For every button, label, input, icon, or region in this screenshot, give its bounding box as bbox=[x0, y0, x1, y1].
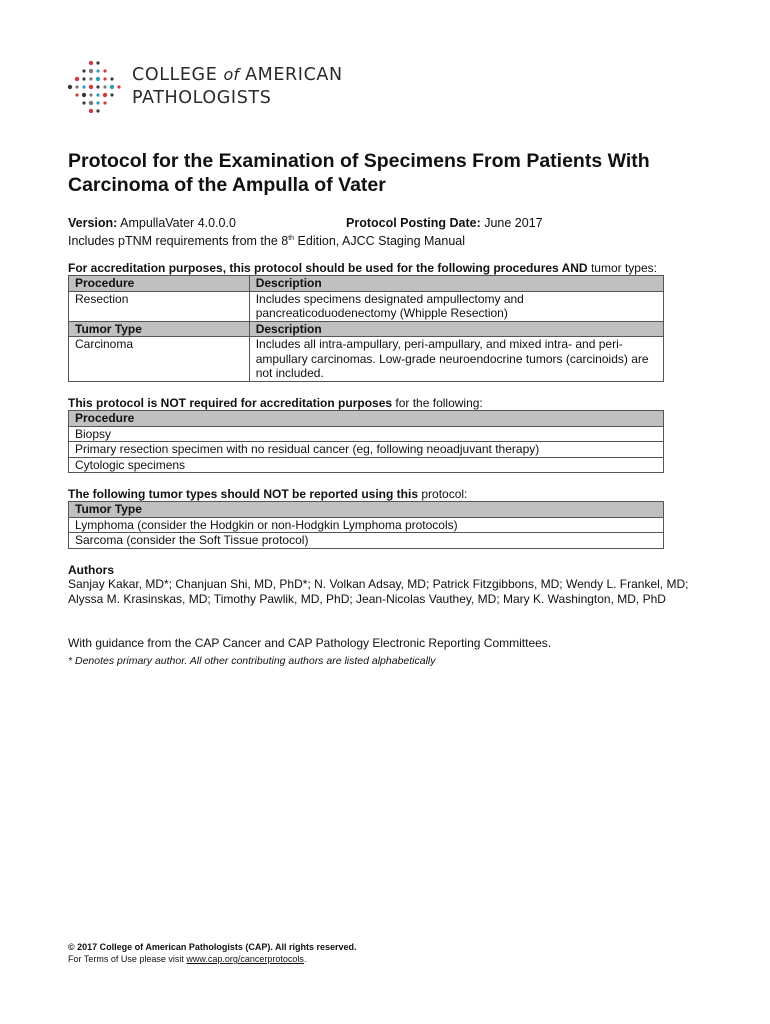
logo-dot bbox=[82, 77, 85, 80]
tumor-type-name: Carcinoma bbox=[69, 337, 250, 382]
tumor-type-header: Tumor Type bbox=[69, 502, 664, 518]
logo-dot bbox=[110, 93, 113, 96]
posting-date-label: Protocol Posting Date: bbox=[346, 216, 481, 230]
includes-prefix: Includes pTNM requirements from the 8 bbox=[68, 234, 289, 249]
procedure-description: Includes specimens designated ampullectomy and pancreaticoduodenectomy (Whipple Resection) bbox=[249, 291, 663, 321]
terms-prefix: For Terms of Use please visit bbox=[68, 954, 187, 964]
footer bbox=[68, 941, 357, 965]
logo-dot bbox=[96, 101, 99, 104]
table-row bbox=[69, 426, 664, 442]
logo-dot bbox=[89, 69, 93, 73]
not-required-heading-rest: for the following: bbox=[392, 396, 483, 410]
logo-dot bbox=[103, 85, 106, 88]
version-value: AmpullaVater 4.0.0.0 bbox=[117, 216, 236, 230]
authors-heading: Authors bbox=[68, 563, 114, 577]
protocol-meta bbox=[68, 216, 543, 249]
guidance-text: With guidance from the CAP Cancer and CAP Pathology Electronic Reporting Committees. bbox=[68, 636, 552, 650]
procedure-name: Resection bbox=[69, 291, 250, 321]
accreditation-table bbox=[68, 275, 664, 382]
logo-dot bbox=[89, 61, 93, 65]
primary-author-note: * Denotes primary author. All other contributing authors are listed alphabetically bbox=[68, 655, 436, 667]
posting-date-info bbox=[346, 216, 543, 231]
authors-list: Sanjay Kakar, MD*; Chanjuan Shi, MD, PhD*; N. Volkan Adsay, MD; Patrick Fitzgibbons, MD; Wendy L. Frankel, MD; Alyssa M. Krasinskas, MD; Timothy Pawlik, MD, PhD; Jean-Nicolas Vauthey, MD; Mary K. Washington, MD, PhD bbox=[68, 577, 689, 606]
logo-dot bbox=[96, 85, 99, 88]
procedure-header: Procedure bbox=[69, 276, 250, 292]
tumor-type-header: Tumor Type bbox=[69, 321, 250, 337]
logo-dot bbox=[82, 69, 85, 72]
not-reported-table bbox=[68, 501, 664, 549]
table-row bbox=[69, 457, 664, 473]
copyright-text: © 2017 College of American Pathologists (CAP). All rights reserved. bbox=[68, 942, 357, 952]
tumor-type-cell: Sarcoma (consider the Soft Tissue protocol) bbox=[69, 533, 664, 549]
logo-dot bbox=[110, 85, 114, 89]
logo-line1-prefix: COLLEGE bbox=[132, 65, 224, 85]
description-header: Description bbox=[249, 276, 663, 292]
logo-dot bbox=[89, 77, 92, 80]
table-header-row bbox=[69, 502, 664, 518]
logo-dot bbox=[103, 93, 107, 97]
not-required-table bbox=[68, 410, 664, 473]
logo-dot bbox=[89, 85, 93, 89]
logo-dot bbox=[82, 101, 85, 104]
accreditation-heading-bold: For accreditation purposes, this protocol should be used for the following procedures AND bbox=[68, 261, 588, 275]
logo-dot bbox=[82, 85, 85, 88]
logo-dot bbox=[75, 93, 78, 96]
logo-dot bbox=[75, 77, 79, 81]
logo-dot bbox=[89, 101, 93, 105]
cap-logo-dots-icon bbox=[66, 59, 126, 115]
table-header-row bbox=[69, 411, 664, 427]
version-label: Version: bbox=[68, 216, 118, 230]
procedure-cell: Cytologic specimens bbox=[69, 457, 664, 473]
table-row bbox=[69, 291, 664, 321]
logo-dot bbox=[103, 69, 106, 72]
tumor-type-description: Includes all intra-ampullary, peri-ampullary, and mixed intra- and peri-ampullary carcinomas. Low-grade neuroendocrine tumors (carcinoids) are not included. bbox=[249, 337, 663, 382]
table-row bbox=[69, 533, 664, 549]
not-required-heading-bold: This protocol is NOT required for accreditation purposes bbox=[68, 396, 393, 410]
logo-dot bbox=[89, 109, 93, 113]
logo-dot bbox=[96, 61, 99, 64]
logo-dot bbox=[103, 101, 106, 104]
includes-sup: th bbox=[288, 235, 295, 242]
procedure-cell: Primary resection specimen with no residual cancer (eg, following neoadjuvant therapy) bbox=[69, 442, 664, 458]
logo-dot bbox=[103, 77, 106, 80]
logo-dot bbox=[96, 69, 99, 72]
not-required-heading bbox=[68, 396, 483, 410]
logo-line1-suffix: AMERICAN bbox=[238, 65, 343, 85]
logo-dot bbox=[75, 85, 78, 88]
logo-dot bbox=[117, 85, 120, 88]
terms-suffix: . bbox=[303, 954, 307, 964]
not-reported-heading-rest: protocol: bbox=[418, 487, 468, 501]
cap-logo bbox=[66, 59, 366, 115]
page-title: Protocol for the Examination of Specimens From Patients With Carcinoma of the Ampulla of Vater bbox=[68, 150, 650, 196]
table-row bbox=[69, 442, 664, 458]
tumor-type-cell: Lymphoma (consider the Hodgkin or non-Hodgkin Lymphoma protocols) bbox=[69, 517, 664, 533]
tumor-description-header: Description bbox=[249, 321, 663, 337]
not-reported-heading bbox=[68, 487, 467, 501]
logo-dot bbox=[96, 109, 99, 112]
version-info bbox=[68, 216, 346, 231]
logo-dot bbox=[96, 93, 99, 96]
includes-suffix: Edition, AJCC Staging Manual bbox=[294, 234, 466, 249]
not-reported-heading-bold: The following tumor types should NOT be reported using this bbox=[68, 487, 419, 501]
logo-dot bbox=[110, 77, 113, 80]
logo-dot bbox=[96, 77, 100, 81]
accreditation-heading-rest: tumor types: bbox=[587, 261, 657, 275]
table-row bbox=[69, 517, 664, 533]
procedure-header: Procedure bbox=[69, 411, 664, 427]
table-header-row bbox=[69, 321, 664, 337]
procedure-cell: Biopsy bbox=[69, 426, 664, 442]
logo-dot bbox=[82, 93, 86, 97]
includes-note bbox=[68, 231, 543, 249]
terms-link[interactable]: www.cap.org/cancerprotocols bbox=[186, 954, 304, 964]
logo-wordmark bbox=[132, 63, 343, 110]
logo-dot bbox=[68, 85, 72, 89]
table-header-row bbox=[69, 276, 664, 292]
logo-line1-of: of bbox=[223, 65, 239, 84]
posting-date-value: June 2017 bbox=[480, 216, 543, 230]
table-row bbox=[69, 337, 664, 382]
logo-dot bbox=[89, 93, 92, 96]
logo-line2: PATHOLOGISTS bbox=[132, 88, 272, 108]
accreditation-heading bbox=[68, 261, 657, 275]
